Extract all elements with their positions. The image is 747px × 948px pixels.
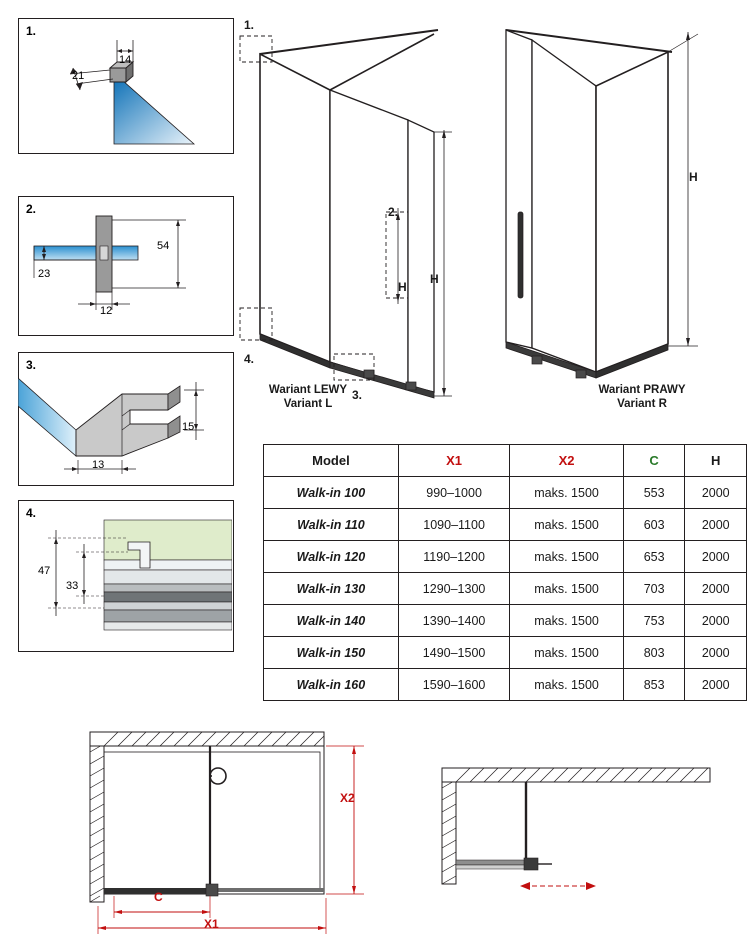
- cell-x1: 1490–1500: [398, 637, 509, 669]
- cell-x1: 990–1000: [398, 477, 509, 509]
- table-row: [264, 573, 747, 605]
- table-row: [264, 477, 747, 509]
- cell-model: Walk-in 100: [264, 477, 399, 509]
- variant-left-callout-3: 4.: [244, 352, 255, 366]
- cell-c: 703: [623, 573, 685, 605]
- detail-4-number: 4.: [26, 506, 37, 520]
- cell-h: 2000: [685, 605, 747, 637]
- detail-1-dim-21: 21: [72, 70, 85, 82]
- detail-4-dim-33: 33: [66, 580, 79, 592]
- variant-left-callout-2: 2.: [388, 205, 399, 219]
- variant-left-callout-1: 1.: [244, 18, 255, 32]
- cell-model: Walk-in 120: [264, 541, 399, 573]
- cell-model: Walk-in 140: [264, 605, 399, 637]
- variant-right-label-pl: Wariant PRAWY: [598, 384, 686, 396]
- plan-label-x2: X2: [340, 791, 355, 805]
- cell-h: 2000: [685, 509, 747, 541]
- cell-c: 853: [623, 669, 685, 701]
- cell-x2: maks. 1500: [510, 477, 623, 509]
- cell-h: 2000: [685, 637, 747, 669]
- variant-left-h-inner: H: [398, 280, 407, 294]
- header-x2: X2: [510, 445, 623, 477]
- cell-h: 2000: [685, 573, 747, 605]
- table-row: [264, 669, 747, 701]
- detail-2-dim-54: 54: [157, 240, 170, 252]
- header-c: C: [623, 445, 685, 477]
- variant-left-drawing: [238, 12, 466, 412]
- cell-x2: maks. 1500: [510, 573, 623, 605]
- table-row: [264, 541, 747, 573]
- cell-model: Walk-in 160: [264, 669, 399, 701]
- cell-c: 653: [623, 541, 685, 573]
- cell-c: 753: [623, 605, 685, 637]
- variant-left-label-pl: Wariant LEWY: [268, 384, 348, 396]
- variant-right-label: [572, 383, 712, 412]
- cell-c: 803: [623, 637, 685, 669]
- cell-model: Walk-in 110: [264, 509, 399, 541]
- table-row: [264, 637, 747, 669]
- variant-left-callout-4: 3.: [352, 388, 363, 402]
- cell-x1: 1290–1300: [398, 573, 509, 605]
- cell-x2: maks. 1500: [510, 541, 623, 573]
- cell-x1: 1190–1200: [398, 541, 509, 573]
- detail-1-number: 1.: [26, 24, 37, 38]
- spec-table: [263, 444, 747, 701]
- cell-c: 553: [623, 477, 685, 509]
- plan-view-mirror: [420, 742, 720, 912]
- cell-x2: maks. 1500: [510, 637, 623, 669]
- variant-left-h-outer: H: [430, 272, 439, 286]
- detail-2-drawing: [18, 196, 232, 334]
- cell-c: 603: [623, 509, 685, 541]
- header-x1: X1: [398, 445, 509, 477]
- variant-right-h: H: [689, 170, 698, 184]
- detail-4-dim-47: 47: [38, 565, 51, 577]
- plan-label-x1: X1: [204, 917, 219, 931]
- header-h: H: [685, 445, 747, 477]
- header-model: Model: [264, 445, 399, 477]
- cell-x1: 1090–1100: [398, 509, 509, 541]
- detail-2-dim-23: 23: [38, 268, 51, 280]
- detail-3-number: 3.: [26, 358, 37, 372]
- table-row: [264, 605, 747, 637]
- cell-h: 2000: [685, 541, 747, 573]
- spec-table-container: [263, 444, 747, 701]
- cell-model: Walk-in 150: [264, 637, 399, 669]
- variant-left-label-en: Variant L: [283, 398, 333, 411]
- detail-3-dim-15: 15: [182, 421, 195, 433]
- detail-3-drawing: [18, 352, 232, 484]
- cell-h: 2000: [685, 477, 747, 509]
- cell-model: Walk-in 130: [264, 573, 399, 605]
- detail-1-drawing: [18, 18, 232, 152]
- cell-x1: 1590–1600: [398, 669, 509, 701]
- cell-x1: 1390–1400: [398, 605, 509, 637]
- detail-2-dim-12: 12: [100, 305, 113, 317]
- detail-1-dim-14: 14: [119, 54, 132, 66]
- variant-right-label-en: Variant R: [617, 398, 667, 411]
- cell-x2: maks. 1500: [510, 669, 623, 701]
- variant-right-drawing: [476, 12, 724, 412]
- variant-left-label: [248, 383, 368, 412]
- table-row: [264, 509, 747, 541]
- detail-3-dim-13: 13: [92, 459, 105, 471]
- plan-label-c: C: [154, 890, 163, 904]
- table-header-row: [264, 445, 747, 477]
- cell-h: 2000: [685, 669, 747, 701]
- detail-2-number: 2.: [26, 202, 37, 216]
- cell-x2: maks. 1500: [510, 509, 623, 541]
- cell-x2: maks. 1500: [510, 605, 623, 637]
- plan-view-top: [70, 716, 390, 936]
